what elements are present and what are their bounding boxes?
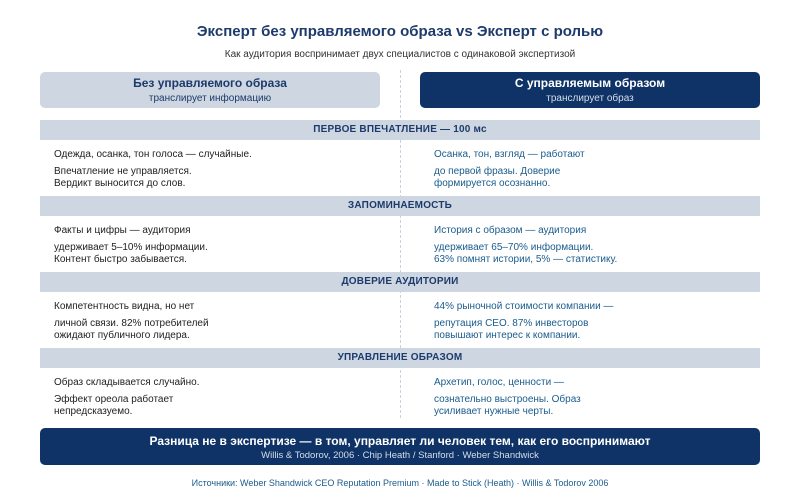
cell-line: усиливает нужные черты. <box>434 406 554 417</box>
page-title: Эксперт без управляемого образа vs Эксперт с ролью <box>196 23 604 40</box>
column-header-right-subtitle: транслирует образ <box>546 93 634 104</box>
conclusion-text: Разница не в экспертизе — в том, управляет ли человек тем, как его воспринимают <box>149 434 651 448</box>
cell-line: удерживает 5–10% информации. <box>54 242 208 253</box>
cell-line: Компетентность видна, но нет <box>54 301 195 312</box>
cell-line: повышают интерес к компании. <box>434 330 581 341</box>
sources-footnote: Источники: Weber Shandwick CEO Reputation Premium · Made to Stick (Heath) · Willis & Todorov 2006 <box>191 478 609 488</box>
column-header-left-title: Без управляемого образа <box>133 76 287 90</box>
section-image-management-left <box>54 377 374 418</box>
section-heading-image-management: УПРАВЛЕНИЕ ОБРАЗОМ <box>40 348 760 368</box>
section-heading-first-impression: ПЕРВОЕ ВПЕЧАТЛЕНИЕ — 100 мс <box>40 120 760 140</box>
cell-line: 44% рыночной стоимости компании — <box>434 301 614 312</box>
cell-line: удерживает 65–70% информации. <box>434 242 594 253</box>
cell-line: Архетип, голос, ценности — <box>434 377 564 388</box>
section-heading-memorability: ЗАПОМИНАЕМОСТЬ <box>40 196 760 216</box>
section-first-impression-right <box>434 149 754 190</box>
cell-line: Контент быстро забывается. <box>54 254 187 265</box>
section-first-impression-left <box>54 149 374 190</box>
cell-line: сознательно выстроены. Образ <box>434 394 581 405</box>
cell-line: Одежда, осанка, тон голоса — случайные. <box>54 149 252 160</box>
conclusion-box <box>40 428 760 465</box>
cell-line: Осанка, тон, взгляд — работают <box>434 149 585 160</box>
section-heading-audience-trust: ДОВЕРИЕ АУДИТОРИИ <box>40 272 760 292</box>
column-header-right <box>420 72 760 108</box>
section-memorability-left <box>54 225 374 266</box>
cell-line: Факты и цифры — аудитория <box>54 225 191 236</box>
cell-line: формируется осознанно. <box>434 178 551 189</box>
cell-line: ожидают публичного лидера. <box>54 330 190 341</box>
cell-line: Вердикт выносится до слов. <box>54 178 186 189</box>
column-header-right-title: С управляемым образом <box>514 76 666 90</box>
column-header-left-subtitle: транслирует информацию <box>148 93 272 104</box>
section-image-management-right <box>434 377 754 418</box>
section-audience-trust-left <box>54 301 374 342</box>
section-memorability-right <box>434 225 754 266</box>
cell-line: непредсказуемо. <box>54 406 133 417</box>
cell-line: 63% помнят истории, 5% — статистику. <box>434 254 618 265</box>
cell-line: Впечатление не управляется. <box>54 166 192 177</box>
cell-line: История с образом — аудитория <box>434 225 587 236</box>
cell-line: репутация CEO. 87% инвесторов <box>434 318 589 329</box>
cell-line: Эффект ореола работает <box>54 394 174 405</box>
page-subtitle: Как аудитория воспринимает двух специалистов с одинаковой экспертизой <box>224 49 576 60</box>
cell-line: личной связи. 82% потребителей <box>54 318 209 329</box>
conclusion-references: Willis & Todorov, 2006 · Chip Heath / Stanford · Weber Shandwick <box>261 450 539 461</box>
section-audience-trust-right <box>434 301 754 342</box>
cell-line: Образ складывается случайно. <box>54 377 200 388</box>
cell-line: до первой фразы. Доверие <box>434 166 561 177</box>
column-header-left <box>40 72 380 108</box>
